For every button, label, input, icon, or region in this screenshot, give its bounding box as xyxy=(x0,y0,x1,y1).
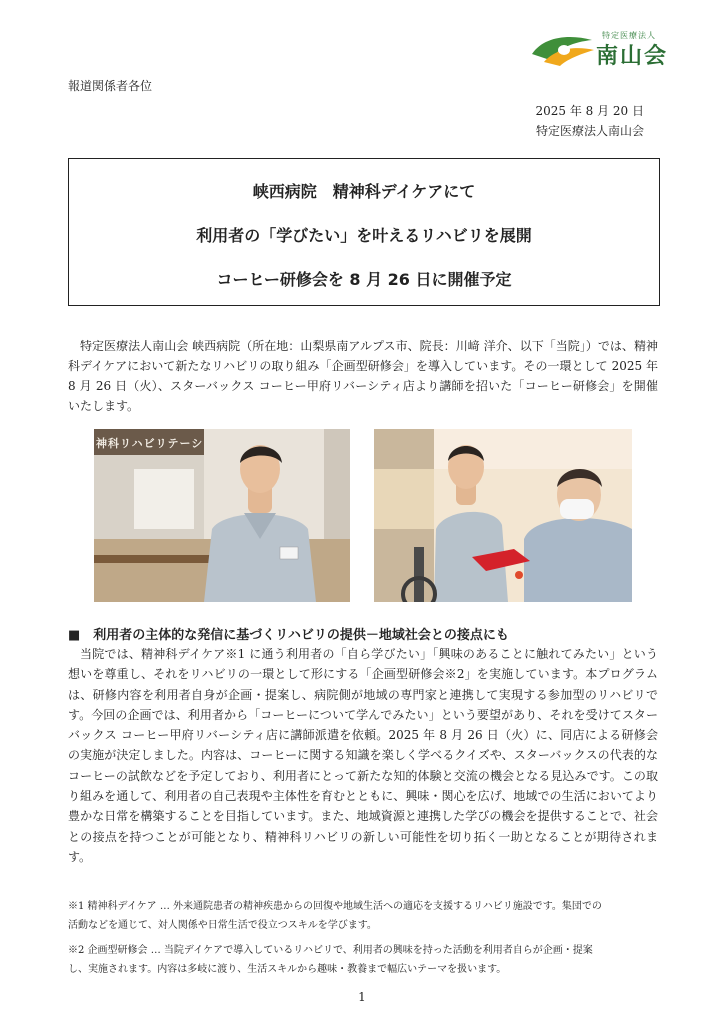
footnote-1-line-1: ※1 精神科デイケア … 外来通院患者の精神疾患からの回復や地域生活への適応を支援するリハビリ施設です。集団での xyxy=(68,901,602,912)
organization-logo xyxy=(530,30,670,68)
section-heading: ■ 利用者の主体的な発信に基づくリハビリの提供－地域社会との接点にも xyxy=(68,628,509,643)
leaf-logo-icon xyxy=(530,32,598,68)
footnote-2-line-2: し、実施されます。内容は多岐に渡り、生活スキルから趣味・教養まで幅広いテーマを扱います。 xyxy=(68,964,507,975)
footnote-2-line-1: ※2 企画型研修会 … 当院デイケアで導入しているリハビリで、利用者の興味を持った活動を利用者自らが企画・提案 xyxy=(68,945,593,956)
footnote-1 xyxy=(68,897,658,935)
intro-paragraph: 特定医療法人南山会 峡西病院（所在地：山梨県南アルプス市、院長：川﨑 洋介、以下「当院」）では、精神科デイケアにおいて新たなリハビリの取り組み「企画型研修会」を導入しています。その一環として 2025 年 8 月 26 日（火）、スターバックス コーヒー甲府リバーシティ店より講師を招いた「コーヒー研修会」を開催いたします。 xyxy=(68,339,658,413)
release-date: 2025 年 8 月 20 日 xyxy=(535,104,644,118)
title-line-2: 利用者の「学びたい」を叶えるリハビリを展開 xyxy=(196,226,532,245)
title-line-1: 峡西病院 精神科デイケアにて xyxy=(252,182,476,201)
addressee: 報道関係者各位 xyxy=(68,79,153,93)
footnote-2 xyxy=(68,941,658,979)
logo-subtitle: 特定医療法人 xyxy=(602,31,656,40)
title-line-3: コーヒー研修会を 8 月 26 日に開催予定 xyxy=(216,270,512,289)
logo-name: 南山会 xyxy=(596,44,669,69)
footnote-1-line-2: 活動などを通じて、対人関係や日常生活で役立つスキルを学びます。 xyxy=(68,920,377,931)
issuing-organization: 特定医療法人南山会 xyxy=(535,124,644,138)
rehabilitation-sign-text: 神科リハビリテーシ xyxy=(96,437,204,450)
staff-photo xyxy=(94,429,350,602)
exercise-photo xyxy=(374,429,632,602)
section-body: 当院では、精神科デイケア※1 に通う利用者の「自ら学びたい」「興味のあることに触れてみたい」という想いを尊重し、それをリハビリの一環として形にする「企画型研修会※2」を実施しています。本プログラムは、研修内容を利用者自身が企画・提案し、病院側が地域の専門家と連携して実現する参加型のリハビリです。今回の企画では、利用者から「コーヒーについて学んでみたい」という要望があり、それを受けてスターバックス コーヒー甲府リバーシティ店に講師派遣を依頼。2025 年 8 月 26 日（火）に、同店による研修会の実施が決定しました。内容は、コーヒーに関する知識を楽しく学べるクイズや、スターバックスの代表的なコーヒーの試飲などを予定しており、利用者にとって新たな知的体験と交流の機会となる見込みです。この取り組みを通して、利用者の自己表現や主体性を育むとともに、興味・関心を広げ、地域での生活においてより豊かな日常を構築することを目指しています。また、地域資源と連携した学びの機会を提供することで、社会との接点を持つことが可能となり、精神科リハビリの新しい可能性を切り拓く一助となることが期待されます。 xyxy=(68,647,658,864)
staff-portrait-image xyxy=(94,429,350,602)
page-number: 1 xyxy=(358,990,366,1004)
title-box xyxy=(68,158,660,306)
exercise-bike-image xyxy=(374,429,632,602)
